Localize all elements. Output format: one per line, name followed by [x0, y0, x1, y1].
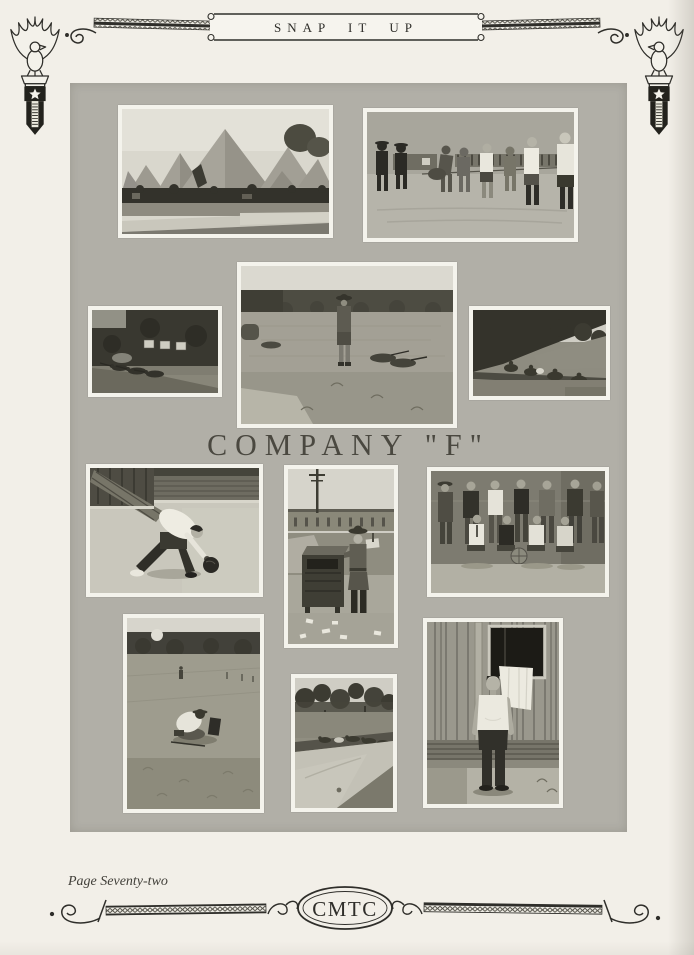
header-banner	[60, 8, 634, 60]
photo-baseball	[86, 464, 263, 597]
eagle-standard-icon	[6, 12, 64, 138]
photo-tents	[118, 105, 333, 238]
footer-banner	[40, 878, 670, 938]
photo-parade	[363, 108, 578, 242]
page-title: COMPANY "F"	[207, 428, 490, 463]
photo-road-line	[291, 674, 397, 812]
cmtc-emblem-text: CMTC	[312, 897, 378, 921]
photo-field-drill	[237, 262, 457, 428]
photo-team-group	[427, 467, 609, 597]
photo-range-left	[88, 306, 222, 397]
header-banner-text: SNAP IT UP	[274, 20, 418, 35]
photo-range-right	[469, 306, 610, 400]
scan-edge-shadow	[668, 0, 694, 955]
photo-kneeling	[123, 614, 264, 813]
photo-field-desk	[284, 465, 398, 648]
page-number-label: Page Seventy-two	[68, 874, 168, 889]
photo-barracks-man	[423, 618, 563, 808]
scan-bottom-shade	[0, 941, 694, 955]
